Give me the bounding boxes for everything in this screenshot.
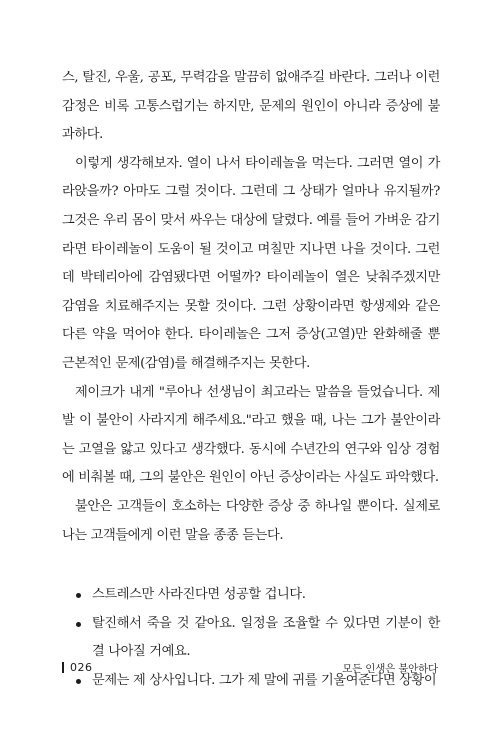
page-number-text: 026 (70, 661, 93, 674)
page-marker-bar (62, 662, 64, 673)
paragraph: 이렇게 생각해보자. 열이 나서 타이레놀을 먹는다. 그러면 열이 가라앉을까? 아마도 그럴 것이다. 그런데 그 상태가 얼마나 유지될까? 그것은 우리 몸이 맞서 싸우는 대상에 달렸다. 예를 들어 가벼운 감기라면 타이레놀이 도움이 될 것이고 며칠만 지나면 나을 것이다. 그런데 박테리아에 감염됐다면 어떨까? 타이레놀이 열은 낮춰주겠지만 감염을 치료해주지는 못할 것이다. 그런 상황이라면 항생제와 같은 다른 약을 먹어야 한다. 타이레놀은 그저 증상(고열)만 완화해줄 뿐 근본적인 문제(감염)를 해결해주지는 못한다. (62, 155, 440, 371)
bullet-icon (76, 679, 81, 684)
page-number (62, 661, 93, 674)
bullet-list (62, 581, 440, 695)
paragraph: 스, 탈진, 우울, 공포, 무력감을 말끔히 없애주길 바란다. 그러나 이런 감정은 비록 고통스럽기는 하지만, 문제의 원인이 아니라 증상에 불과하다. (62, 70, 440, 143)
paragraph: 제이크가 내게 "루아나 선생님이 최고라는 말씀을 들었습니다. 제발 이 불안이 사라지게 해주세요."라고 했을 때, 나는 그가 불안이라는 고열을 앓고 있다고 생각했다. 동시에 수년간의 연구와 임상 경험에 비춰볼 때, 그의 불안은 원인이 아닌 증상이라는 사실도 파악했다. (62, 384, 440, 486)
list-item-text: 스트레스만 사라진다면 성공할 겁니다. (92, 587, 306, 603)
bullet-icon (76, 593, 81, 598)
running-title: 모든 인생은 불안하다 (342, 663, 438, 675)
paragraph: 불안은 고객들이 호소하는 다양한 증상 중 하나일 뿐이다. 실제로 나는 고객들에게 이런 말을 종종 듣는다. (62, 498, 440, 543)
page-footer (62, 661, 438, 677)
body-text (62, 64, 440, 695)
list-item (76, 610, 440, 667)
list-item-text: 문제는 제 상사입니다. 그가 제 말에 귀를 기울여준다면 상황이 (92, 672, 437, 688)
list-item-text: 탈진해서 죽을 것 같아요. 일정을 조율할 수 있다면 기분이 한결 나아질 거예요. (92, 615, 440, 660)
list-item (76, 581, 440, 610)
bullet-icon (76, 622, 81, 627)
